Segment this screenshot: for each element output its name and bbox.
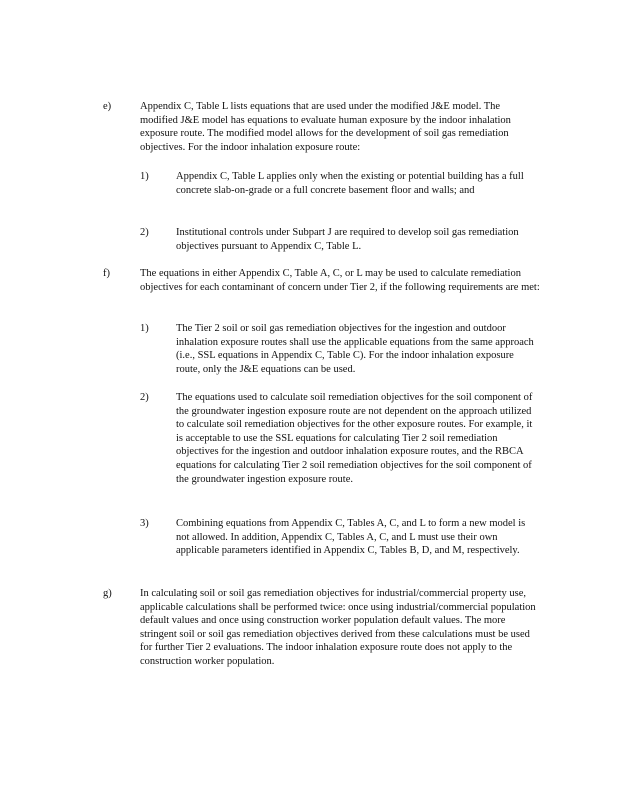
- item-f-text: The equations in either Appendix C, Table A, C, or L may be used to calculate remediation objectives for each contaminant of concern under Tier 2, if the following requirements are met:: [140, 268, 540, 293]
- item-f-1-num: 1): [140, 323, 149, 334]
- item-e-2-num: 2): [140, 227, 149, 238]
- item-g-text: In calculating soil or soil gas remediation objectives for industrial/commercial property use, applicable calculations shall be performed twice: once using industrial/commercial population default values and once using construction worker population default values. The more stringent soil or soil gas remediation objectives derived from these calculations must be used for further Tier 2 evaluations. The indoor inhalation exposure route does not apply to the construction worker population.: [140, 588, 536, 667]
- item-e-label: e): [103, 101, 112, 112]
- item-f-3-text: Combining equations from Appendix C, Tables A, C, and L to form a new model is not allowed. In addition, Appendix C, Tables A, C, and L must use their own applicable parameters identified in Appendix C, Tables B, D, and M, respectively.: [176, 518, 526, 557]
- item-f-2-text: The equations used to calculate soil remediation objectives for the soil component of the groundwater ingestion exposure route are not dependent on the approach utilized to calculate soil remediation objectives for the other exposure routes. For example, it is acceptable to use the SSL equations for calculating Tier 2 soil remediation objectives for the ingestion and outdoor inhalation exposure routes, and the RBCA equations for calculating Tier 2 soil remediation objectives for the soil component of the groundwater ingestion exposure route.: [176, 392, 533, 485]
- item-e-text: Appendix C, Table L lists equations that are used under the modified J&E model. The modified J&E model has equations to evaluate human exposure by the indoor inhalation exposure route. The modified model allows for the development of soil gas remediation objectives. For the indoor inhalation exposure route:: [140, 101, 511, 153]
- item-e-2-text: Institutional controls under Subpart J are required to develop soil gas remediation objectives pursuant to Appendix C, Table L.: [176, 227, 519, 252]
- item-f-label: f): [103, 268, 110, 279]
- item-f-3-num: 3): [140, 518, 149, 529]
- item-f-1-text: The Tier 2 soil or soil gas remediation objectives for the ingestion and outdoor inhalation exposure routes shall use the applicable equations from the same approach (i.e., SSL equations in Appendix C, Table C). For the indoor inhalation exposure route, only the J&E equations can be used.: [176, 323, 534, 375]
- item-f-2-num: 2): [140, 392, 149, 403]
- item-e-1-num: 1): [140, 171, 149, 182]
- item-g-label: g): [103, 588, 112, 599]
- item-e-1-text: Appendix C, Table L applies only when the existing or potential building has a full concrete slab-on-grade or a full concrete basement floor and walls; and: [176, 171, 524, 196]
